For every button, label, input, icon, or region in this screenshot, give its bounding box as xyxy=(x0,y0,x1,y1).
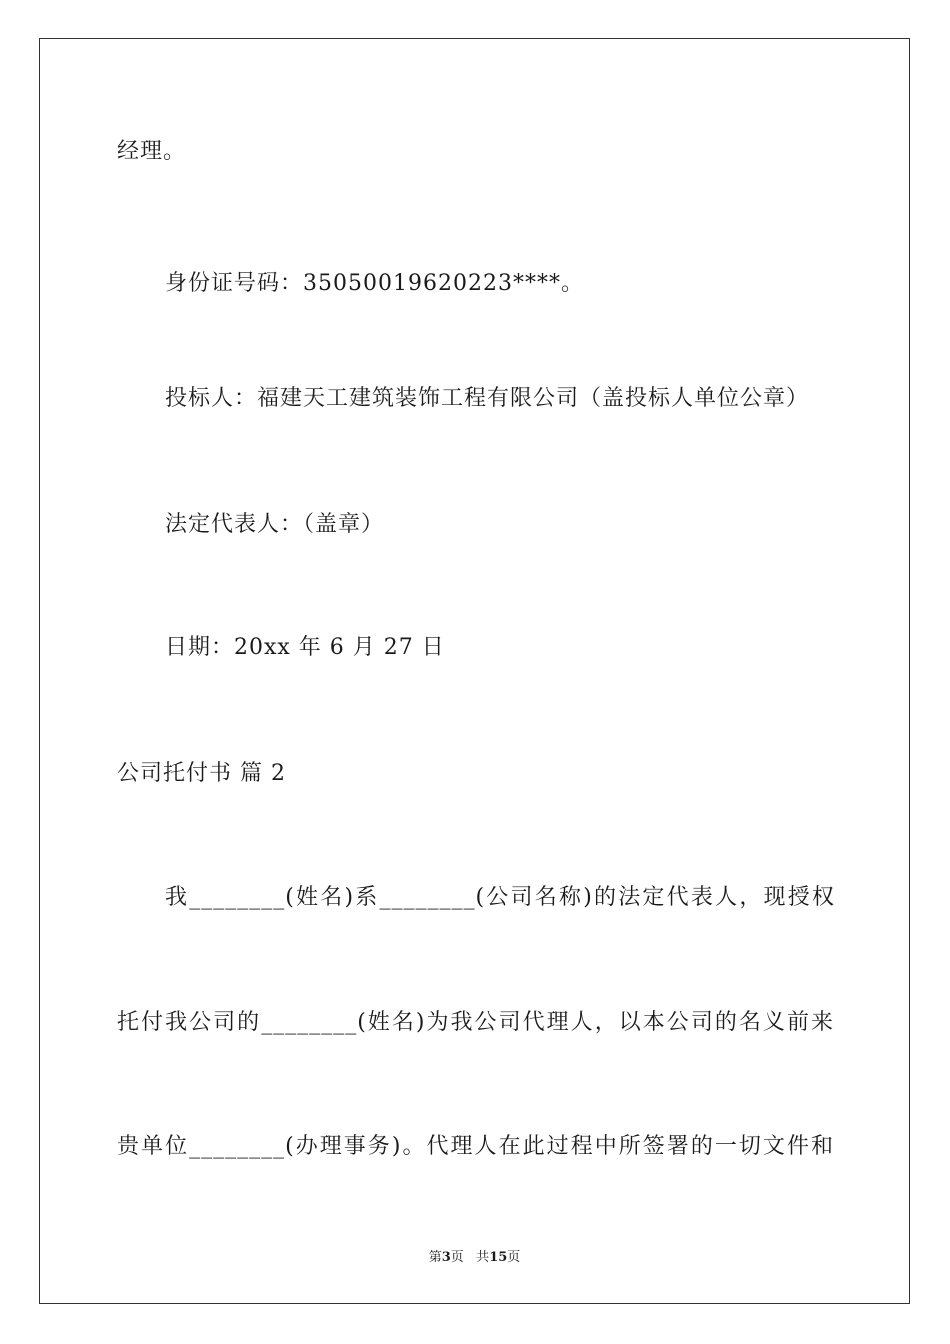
legal-rep-line: 法定代表人：（盖章） xyxy=(165,512,385,537)
bidder-line: 投标人：福建天工建筑装饰工程有限公司（盖投标人单位公章） xyxy=(165,386,810,411)
page-footer xyxy=(40,1249,909,1267)
date-line: 日期：20xx 年 6 月 27 日 xyxy=(165,635,445,660)
paragraph-line: 托付我公司的________(姓名)为我公司代理人，以本公司的名义前来 xyxy=(117,1010,834,1035)
total-page-number: 15 xyxy=(489,1250,508,1265)
total-suffix: 页 xyxy=(507,1250,521,1265)
current-page-number: 3 xyxy=(441,1250,451,1265)
page-prefix: 第 xyxy=(428,1250,442,1265)
page-frame xyxy=(39,38,910,1304)
page-suffix: 页 xyxy=(450,1250,464,1265)
total-prefix: 共 xyxy=(476,1250,490,1265)
id-number-line: 身份证号码：35050019620223****。 xyxy=(165,271,584,296)
section-heading: 公司托付书 篇 2 xyxy=(117,761,286,786)
paragraph-line: 经理。 xyxy=(117,139,187,164)
paragraph-line: 贵单位________(办理事务)。代理人在此过程中所签署的一切文件和 xyxy=(117,1134,834,1159)
paragraph-line: 我________(姓名)系________(公司名称)的法定代表人，现授权 xyxy=(165,885,835,910)
